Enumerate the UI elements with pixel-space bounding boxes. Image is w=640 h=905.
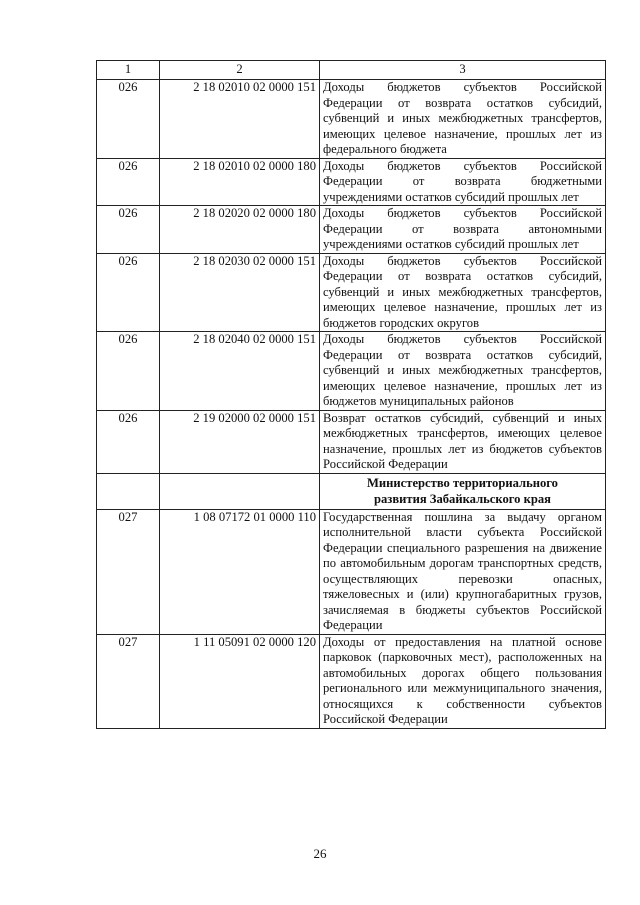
table-row — [97, 634, 606, 728]
admin-code-cell: 026 — [97, 206, 160, 254]
table-row — [97, 253, 606, 332]
admin-code-cell: 026 — [97, 253, 160, 332]
revenue-code-cell: 2 18 02020 02 0000 180 — [160, 206, 320, 254]
revenue-name-cell: Возврат остатков субсидий, субвенций и иных межбюджетных трансфертов, имеющих целевое назначение, прошлых лет из бюджетов субъектов Российской Федерации — [320, 410, 606, 473]
section-title-line-1: Министерство территориального — [367, 475, 558, 490]
header-col-3: 3 — [320, 61, 606, 80]
section-empty-cell — [97, 473, 160, 509]
table-header — [97, 61, 606, 80]
section-empty-cell — [160, 473, 320, 509]
revenue-name-cell: Доходы бюджетов субъектов Российской Федерации от возврата остатков субсидий, субвенций и иных межбюджетных трансфертов, имеющих целевое назначение, прошлых лет из бюджетов муниципальных районов — [320, 332, 606, 411]
header-row — [97, 61, 606, 80]
table-body — [97, 80, 606, 729]
revenue-code-cell: 2 18 02010 02 0000 180 — [160, 158, 320, 206]
table-row — [97, 158, 606, 206]
table-row — [97, 410, 606, 473]
admin-code-cell: 027 — [97, 634, 160, 728]
table-row — [97, 332, 606, 411]
admin-code-cell: 026 — [97, 332, 160, 411]
revenue-code-cell: 2 18 02010 02 0000 151 — [160, 80, 320, 159]
page-number: 26 — [313, 846, 327, 861]
admin-code-cell: 026 — [97, 80, 160, 159]
revenue-codes-table — [96, 60, 606, 729]
revenue-name-cell: Доходы бюджетов субъектов Российской Федерации от возврата автономными учреждениями остатков субсидий прошлых лет — [320, 206, 606, 254]
admin-code-cell: 026 — [97, 158, 160, 206]
table-row — [97, 509, 606, 634]
table-row — [97, 206, 606, 254]
revenue-code-cell: 2 19 02000 02 0000 151 — [160, 410, 320, 473]
admin-code-cell: 026 — [97, 410, 160, 473]
section-title-line-2: развития Забайкальского края — [373, 491, 551, 506]
revenue-name-cell: Доходы бюджетов субъектов Российской Федерации от возврата остатков субсидий, субвенций и иных межбюджетных трансфертов, имеющих целевое назначение, прошлых лет из бюджетов городских округов — [320, 253, 606, 332]
header-col-1: 1 — [97, 61, 160, 80]
revenue-code-cell: 1 11 05091 02 0000 120 — [160, 634, 320, 728]
admin-code-cell: 027 — [97, 509, 160, 634]
section-row — [97, 473, 606, 509]
revenue-name-cell: Доходы от предоставления на платной основе парковок (парковочных мест), расположенных на автомобильных дорогах общего пользования регионального или межмуниципального значения, относящихся к собственности субъектов Российской Федерации — [320, 634, 606, 728]
revenue-code-cell: 2 18 02040 02 0000 151 — [160, 332, 320, 411]
section-title — [320, 473, 606, 509]
revenue-code-cell: 2 18 02030 02 0000 151 — [160, 253, 320, 332]
revenue-code-cell: 1 08 07172 01 0000 110 — [160, 509, 320, 634]
revenue-name-cell: Доходы бюджетов субъектов Российской Федерации от возврата бюджетными учреждениями остатков субсидий прошлых лет — [320, 158, 606, 206]
revenue-name-cell: Государственная пошлина за выдачу органом исполнительной власти субъекта Российской Федерации специального разрешения на движение по автомобильным дорогам транспортных средств, осуществляющих перевозки опасных, тяжеловесных и (или) крупногабаритных грузов, зачисляемая в бюджеты субъектов Российской Федерации — [320, 509, 606, 634]
table-row — [97, 80, 606, 159]
header-col-2: 2 — [160, 61, 320, 80]
revenue-name-cell: Доходы бюджетов субъектов Российской Федерации от возврата остатков субсидий, субвенций и иных межбюджетных трансфертов, имеющих целевое назначение, прошлых лет из федерального бюджета — [320, 80, 606, 159]
